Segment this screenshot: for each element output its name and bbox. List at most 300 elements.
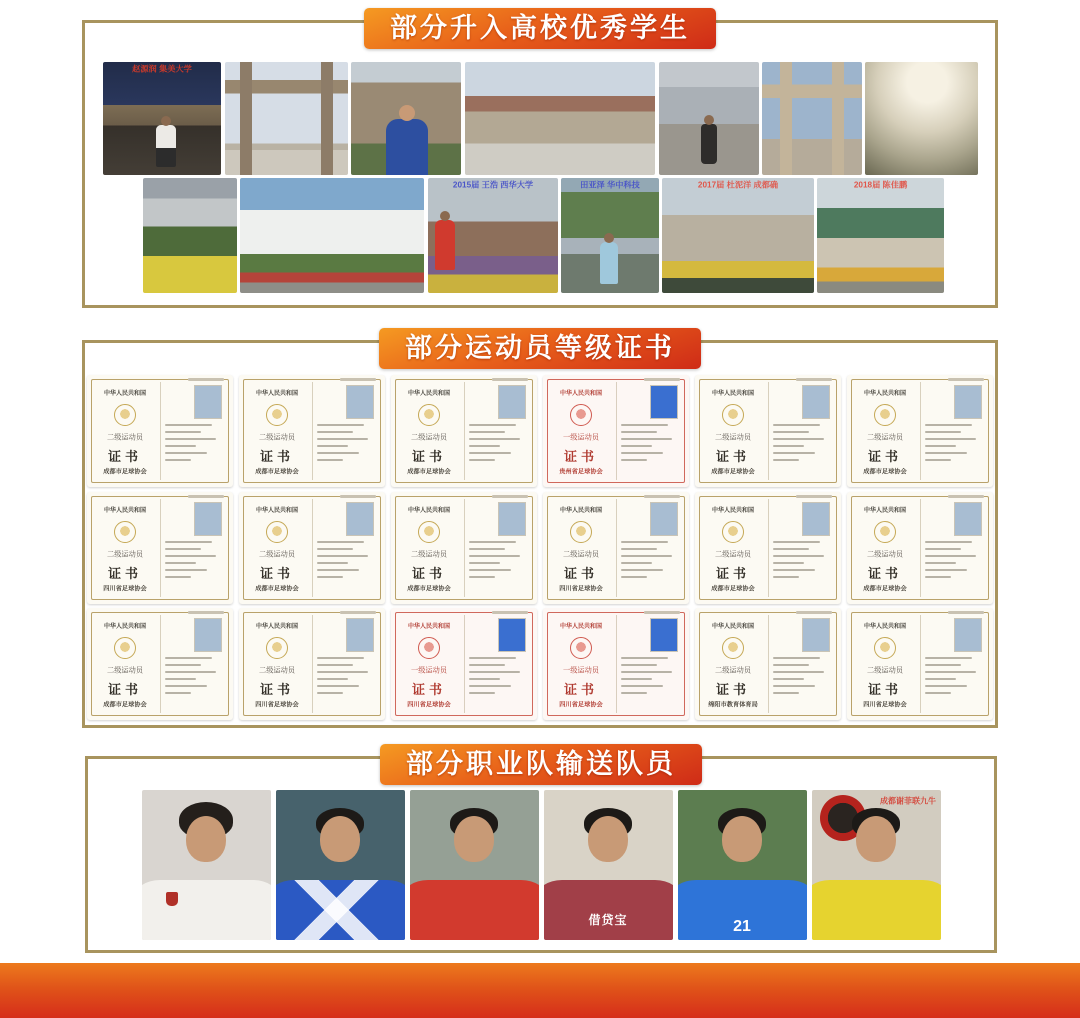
certificate-right-page bbox=[611, 383, 681, 481]
certificate-country: 中华人民共和国 bbox=[864, 623, 906, 630]
certificate-left-page bbox=[551, 500, 611, 598]
certificate-word: 证书 bbox=[867, 566, 902, 581]
certificate-serial bbox=[948, 611, 984, 614]
certificate-field-line bbox=[165, 541, 212, 543]
night-campus-gate-photo bbox=[103, 62, 221, 175]
university-photo-row-2 bbox=[85, 178, 995, 293]
certificate-level: 一级运动员 bbox=[563, 666, 599, 675]
huazhong-tech-player-photo bbox=[561, 178, 659, 293]
certificate-word: 证书 bbox=[107, 449, 142, 464]
athlete-grade-certificate bbox=[543, 608, 689, 720]
player-head bbox=[454, 816, 494, 862]
certificate-field-line bbox=[469, 555, 520, 557]
national-emblem-icon bbox=[114, 404, 136, 426]
certificate-field-line bbox=[165, 452, 207, 454]
certificate-right-page bbox=[763, 616, 833, 714]
campus-yellow-hedges-photo bbox=[143, 178, 237, 293]
certificate-field-line bbox=[773, 678, 804, 680]
athlete-grade-certificate bbox=[391, 492, 537, 604]
certificate-field-line bbox=[165, 424, 212, 426]
certificate-level: 二级运动员 bbox=[715, 433, 751, 442]
certificate-left-page bbox=[95, 500, 155, 598]
athlete-grade-certificate bbox=[87, 492, 233, 604]
person-figure bbox=[701, 124, 717, 164]
player-maroon-kit bbox=[544, 790, 673, 940]
certificate-left-page bbox=[95, 383, 155, 481]
player-jersey bbox=[276, 880, 405, 940]
certificate-field-line bbox=[165, 562, 196, 564]
certificate-field-line bbox=[925, 692, 951, 694]
player-head bbox=[856, 816, 896, 862]
athlete-grade-certificate bbox=[695, 375, 841, 487]
certificate-level: 二级运动员 bbox=[867, 550, 903, 559]
certificate-field-line bbox=[773, 459, 799, 461]
certificate-serial bbox=[188, 495, 224, 498]
certificate-level: 二级运动员 bbox=[867, 666, 903, 675]
id-photo bbox=[498, 502, 526, 536]
certificate-field-line bbox=[773, 685, 815, 687]
certificate-serial bbox=[340, 378, 376, 381]
certificate-serial bbox=[340, 495, 376, 498]
section-title-certificates: 部分运动员等级证书 bbox=[379, 328, 701, 369]
national-emblem-icon bbox=[570, 637, 592, 659]
certificate-field-line bbox=[773, 445, 804, 447]
certificate-serial bbox=[644, 611, 680, 614]
certificate-country: 中华人民共和国 bbox=[712, 507, 754, 514]
certificate-field-line bbox=[773, 576, 799, 578]
certificate-field-line bbox=[165, 445, 196, 447]
athlete-grade-certificate bbox=[847, 608, 993, 720]
white-colonial-building-photo bbox=[240, 178, 424, 293]
certificate-field-line bbox=[621, 569, 663, 571]
certificate-word: 证书 bbox=[563, 682, 598, 697]
id-photo bbox=[194, 385, 222, 419]
jersey-number: 21 bbox=[733, 918, 751, 935]
id-photo bbox=[802, 618, 830, 652]
certificate-field-line bbox=[317, 555, 368, 557]
certificate-country: 中华人民共和国 bbox=[864, 390, 906, 397]
certificate-country: 中华人民共和国 bbox=[256, 507, 298, 514]
certificate-field-line bbox=[621, 576, 647, 578]
bottom-accent-bar bbox=[0, 963, 1080, 1018]
national-emblem-icon bbox=[266, 521, 288, 543]
certificate-right-page bbox=[155, 383, 225, 481]
certificate-field-line bbox=[773, 664, 809, 666]
certificate-right-page bbox=[915, 500, 985, 598]
athlete-grade-certificate bbox=[695, 492, 841, 604]
certificate-issuer: 绵阳市教育体育局 bbox=[708, 701, 758, 709]
certificate-field-line bbox=[621, 548, 657, 550]
certificate-left-page bbox=[399, 500, 459, 598]
certificate-field-line bbox=[925, 671, 976, 673]
certificate-field-line bbox=[621, 445, 652, 447]
certificate-field-line bbox=[469, 452, 511, 454]
certificate-field-line bbox=[925, 685, 967, 687]
certificate-right-page bbox=[611, 500, 681, 598]
certificate-right-page bbox=[155, 616, 225, 714]
certificate-field-line bbox=[925, 548, 961, 550]
id-photo bbox=[650, 618, 678, 652]
player-jersey bbox=[678, 880, 807, 940]
id-photo bbox=[194, 502, 222, 536]
certificate-issuer: 成都市足球协会 bbox=[711, 468, 755, 476]
national-emblem-icon bbox=[114, 521, 136, 543]
certificate-field-line bbox=[469, 569, 511, 571]
id-photo bbox=[346, 502, 374, 536]
certificate-left-page bbox=[247, 500, 307, 598]
certificate-field-line bbox=[469, 576, 495, 578]
athlete-grade-certificate bbox=[543, 492, 689, 604]
certificate-serial bbox=[492, 378, 528, 381]
certificate-left-page bbox=[703, 500, 763, 598]
certificate-issuer: 四川省足球协会 bbox=[407, 701, 451, 709]
certificate-field-line bbox=[925, 576, 951, 578]
certificate-row-3 bbox=[85, 608, 995, 720]
person-figure bbox=[386, 119, 428, 175]
certificate-issuer: 四川省足球协会 bbox=[559, 701, 603, 709]
photo-caption: 赵源润 集美大学 bbox=[132, 65, 192, 75]
certificate-issuer: 成都市足球协会 bbox=[407, 468, 451, 476]
sichuan-agricultural-university-photo bbox=[662, 178, 814, 293]
certificate-field-line bbox=[925, 541, 972, 543]
certificate-field-line bbox=[317, 459, 343, 461]
photo-caption: 2017届 杜泥洋 成都确 bbox=[697, 181, 779, 191]
university-photo-row-1 bbox=[85, 62, 995, 175]
photo-caption: 2018届 陈佳鹏 bbox=[853, 181, 908, 191]
xihua-university-player-photo bbox=[428, 178, 558, 293]
id-photo bbox=[954, 385, 982, 419]
person-figure bbox=[600, 242, 618, 284]
id-photo bbox=[954, 618, 982, 652]
certificate-word: 证书 bbox=[715, 682, 750, 697]
certificate-field-line bbox=[621, 692, 647, 694]
national-emblem-icon bbox=[418, 521, 440, 543]
certificate-field-line bbox=[469, 548, 505, 550]
certificate-issuer: 成都市足球协会 bbox=[863, 585, 907, 593]
certificate-left-page bbox=[95, 616, 155, 714]
certificate-field-line bbox=[165, 692, 191, 694]
person-figure bbox=[156, 125, 176, 167]
certificate-right-page bbox=[915, 616, 985, 714]
player-blue-kit-hush bbox=[276, 790, 405, 940]
player-jersey bbox=[812, 880, 941, 940]
national-emblem-icon bbox=[722, 521, 744, 543]
certificate-right-page bbox=[763, 500, 833, 598]
national-emblem-icon bbox=[874, 521, 896, 543]
certificate-issuer: 成都市足球协会 bbox=[711, 585, 755, 593]
certificate-country: 中华人民共和国 bbox=[560, 623, 602, 630]
certificate-issuer: 成都市足球协会 bbox=[103, 701, 147, 709]
athlete-grade-certificate bbox=[239, 608, 385, 720]
certificate-level: 一级运动员 bbox=[563, 433, 599, 442]
section-pro-teams bbox=[85, 749, 997, 953]
certificate-field-line bbox=[925, 452, 967, 454]
certificate-field-line bbox=[317, 685, 359, 687]
certificate-field-line bbox=[469, 445, 500, 447]
certificate-right-page bbox=[763, 383, 833, 481]
section-title-universities: 部分升入高校优秀学生 bbox=[364, 8, 716, 49]
certificate-field-line bbox=[621, 664, 657, 666]
certificate-field-line bbox=[773, 555, 824, 557]
certificate-field-line bbox=[621, 541, 668, 543]
certificate-field-line bbox=[621, 657, 668, 659]
certificate-field-line bbox=[621, 459, 647, 461]
photo-caption: 2015届 王浩 西华大学 bbox=[452, 181, 534, 191]
certificate-field-line bbox=[925, 459, 951, 461]
certificate-word: 证书 bbox=[867, 682, 902, 697]
certificate-word: 证书 bbox=[563, 449, 598, 464]
certificate-field-line bbox=[773, 548, 809, 550]
athlete-grade-certificate bbox=[847, 375, 993, 487]
certificate-field-line bbox=[317, 548, 353, 550]
certificate-word: 证书 bbox=[715, 449, 750, 464]
certificate-issuer: 贵州省足球协会 bbox=[559, 468, 603, 476]
certificate-field-line bbox=[165, 671, 216, 673]
certificate-left-page bbox=[247, 616, 307, 714]
certificate-field-line bbox=[165, 678, 196, 680]
certificate-field-line bbox=[165, 576, 191, 578]
certificate-word: 证书 bbox=[715, 566, 750, 581]
player-head bbox=[722, 816, 762, 862]
certificate-field-line bbox=[317, 541, 364, 543]
national-emblem-icon bbox=[418, 404, 440, 426]
certificate-country: 中华人民共和国 bbox=[408, 623, 450, 630]
certificate-right-page bbox=[307, 383, 377, 481]
student-campus-plaza-photo bbox=[659, 62, 759, 175]
certificate-field-line bbox=[621, 685, 663, 687]
id-photo bbox=[802, 385, 830, 419]
certificate-left-page bbox=[855, 500, 915, 598]
certificate-country: 中华人民共和国 bbox=[104, 623, 146, 630]
certificate-country: 中华人民共和国 bbox=[104, 390, 146, 397]
athlete-grade-certificate bbox=[695, 608, 841, 720]
certificate-field-line bbox=[469, 657, 516, 659]
player-yellow-kit bbox=[812, 790, 941, 940]
certificate-serial bbox=[796, 495, 832, 498]
certificate-field-line bbox=[925, 438, 976, 440]
certificate-field-line bbox=[165, 431, 201, 433]
certificate-field-line bbox=[317, 657, 364, 659]
certificate-country: 中华人民共和国 bbox=[560, 507, 602, 514]
chengdu-sport-institute-gate-photo bbox=[465, 62, 655, 175]
certificate-field-line bbox=[165, 459, 191, 461]
id-photo bbox=[954, 502, 982, 536]
certificate-country: 中华人民共和国 bbox=[408, 390, 450, 397]
certificate-field-line bbox=[621, 424, 668, 426]
certificate-issuer: 四川省足球协会 bbox=[103, 585, 147, 593]
certificate-field-line bbox=[317, 431, 353, 433]
national-emblem-icon bbox=[874, 637, 896, 659]
certificate-left-page bbox=[399, 383, 459, 481]
certificate-field-line bbox=[317, 562, 348, 564]
certificate-field-line bbox=[925, 678, 956, 680]
certificate-field-line bbox=[621, 678, 652, 680]
certificate-field-line bbox=[925, 445, 956, 447]
athlete-grade-certificate bbox=[239, 492, 385, 604]
certificate-serial bbox=[796, 611, 832, 614]
certificate-field-line bbox=[469, 459, 495, 461]
jersey-sponsor-text: 借贷宝 bbox=[588, 913, 628, 927]
southwest-normal-university-arch-photo bbox=[762, 62, 862, 175]
certificate-field-line bbox=[773, 671, 824, 673]
certificate-level: 一级运动员 bbox=[411, 666, 447, 675]
certificate-level: 二级运动员 bbox=[715, 550, 751, 559]
certificate-field-line bbox=[773, 692, 799, 694]
student-stone-monument-photo bbox=[351, 62, 461, 175]
id-photo bbox=[346, 385, 374, 419]
athlete-grade-certificate bbox=[543, 375, 689, 487]
certificate-right-page bbox=[459, 616, 529, 714]
certificate-field-line bbox=[621, 452, 663, 454]
athlete-grade-certificate bbox=[391, 375, 537, 487]
certificate-field-line bbox=[621, 671, 672, 673]
certificate-serial bbox=[340, 611, 376, 614]
certificate-level: 二级运动员 bbox=[107, 550, 143, 559]
id-photo bbox=[498, 618, 526, 652]
certificate-field-line bbox=[165, 438, 216, 440]
certificate-field-line bbox=[773, 541, 820, 543]
certificate-field-line bbox=[469, 562, 500, 564]
certificate-level: 二级运动员 bbox=[411, 433, 447, 442]
certificate-field-line bbox=[317, 664, 353, 666]
certificate-serial bbox=[188, 378, 224, 381]
certificate-serial bbox=[948, 495, 984, 498]
certificate-field-line bbox=[469, 438, 520, 440]
certificate-field-line bbox=[925, 431, 961, 433]
national-emblem-icon bbox=[722, 637, 744, 659]
certificate-field-line bbox=[317, 569, 359, 571]
certificate-level: 二级运动员 bbox=[259, 666, 295, 675]
certificate-field-line bbox=[317, 438, 368, 440]
player-jersey bbox=[142, 880, 271, 940]
certificate-serial bbox=[188, 611, 224, 614]
certificate-left-page bbox=[551, 616, 611, 714]
certificate-serial bbox=[492, 611, 528, 614]
certificate-issuer: 成都市足球协会 bbox=[407, 585, 451, 593]
certificate-word: 证书 bbox=[411, 566, 446, 581]
certificate-right-page bbox=[459, 500, 529, 598]
certificate-field-line bbox=[925, 424, 972, 426]
national-emblem-icon bbox=[266, 404, 288, 426]
certificate-word: 证书 bbox=[563, 566, 598, 581]
player-caption: 成都谢菲联九牛 bbox=[879, 797, 936, 806]
certificate-serial bbox=[492, 495, 528, 498]
player-jersey bbox=[544, 880, 673, 940]
certificate-field-line bbox=[773, 657, 820, 659]
certificate-field-line bbox=[317, 576, 343, 578]
certificate-country: 中华人民共和国 bbox=[256, 623, 298, 630]
player-head bbox=[588, 816, 628, 862]
certificate-field-line bbox=[925, 657, 972, 659]
certificate-field-line bbox=[469, 541, 516, 543]
id-photo bbox=[650, 502, 678, 536]
section-title-pro-teams: 部分职业队输送队员 bbox=[380, 744, 702, 785]
fujian-normal-university-photo bbox=[817, 178, 944, 293]
id-photo bbox=[802, 502, 830, 536]
certificate-field-line bbox=[469, 692, 495, 694]
certificate-level: 二级运动员 bbox=[563, 550, 599, 559]
certificate-field-line bbox=[165, 685, 207, 687]
sunny-campus-hedge-photo bbox=[865, 62, 978, 175]
certificate-issuer: 成都市足球协会 bbox=[863, 468, 907, 476]
certificate-word: 证书 bbox=[259, 566, 294, 581]
certificate-field-line bbox=[773, 569, 815, 571]
player-head bbox=[186, 816, 226, 862]
id-photo bbox=[194, 618, 222, 652]
certificate-word: 证书 bbox=[107, 566, 142, 581]
certificate-right-page bbox=[915, 383, 985, 481]
certificate-field-line bbox=[773, 438, 824, 440]
id-photo bbox=[498, 385, 526, 419]
certificate-country: 中华人民共和国 bbox=[712, 623, 754, 630]
player-jersey bbox=[410, 880, 539, 940]
athlete-grade-certificate bbox=[87, 375, 233, 487]
certificate-right-page bbox=[459, 383, 529, 481]
athlete-grade-certificate bbox=[847, 492, 993, 604]
certificate-field-line bbox=[925, 562, 956, 564]
certificate-field-line bbox=[469, 671, 520, 673]
certificate-left-page bbox=[855, 383, 915, 481]
national-emblem-icon bbox=[570, 521, 592, 543]
player-white-kit bbox=[142, 790, 271, 940]
certificate-field-line bbox=[317, 452, 359, 454]
certificate-level: 二级运动员 bbox=[259, 550, 295, 559]
id-photo bbox=[650, 385, 678, 419]
athlete-grade-certificate bbox=[391, 608, 537, 720]
certificate-field-line bbox=[621, 562, 652, 564]
certificate-field-line bbox=[773, 452, 815, 454]
certificate-word: 证书 bbox=[411, 449, 446, 464]
athlete-grade-certificate bbox=[239, 375, 385, 487]
certificate-issuer: 成都市足球协会 bbox=[255, 585, 299, 593]
certificate-right-page bbox=[307, 500, 377, 598]
player-head bbox=[320, 816, 360, 862]
certificate-level: 二级运动员 bbox=[411, 550, 447, 559]
photo-caption: 田亚泽 华中科技 bbox=[580, 181, 640, 191]
certificate-country: 中华人民共和国 bbox=[560, 390, 602, 397]
certificate-field-line bbox=[621, 431, 657, 433]
certificate-issuer: 成都市足球协会 bbox=[255, 468, 299, 476]
certificate-country: 中华人民共和国 bbox=[408, 507, 450, 514]
certificate-left-page bbox=[703, 383, 763, 481]
certificate-field-line bbox=[925, 664, 961, 666]
section-universities bbox=[82, 13, 998, 308]
national-emblem-icon bbox=[570, 404, 592, 426]
certificate-level: 二级运动员 bbox=[107, 666, 143, 675]
certificate-word: 证书 bbox=[107, 682, 142, 697]
certificate-left-page bbox=[703, 616, 763, 714]
certificate-field-line bbox=[165, 555, 216, 557]
player-photo-row bbox=[88, 790, 994, 940]
certificate-country: 中华人民共和国 bbox=[712, 390, 754, 397]
certificate-field-line bbox=[165, 657, 212, 659]
certificate-word: 证书 bbox=[867, 449, 902, 464]
certificate-field-line bbox=[773, 424, 820, 426]
certificate-right-page bbox=[611, 616, 681, 714]
certificate-level: 二级运动员 bbox=[715, 666, 751, 675]
certificate-field-line bbox=[165, 569, 207, 571]
certificate-field-line bbox=[469, 424, 516, 426]
certificate-issuer: 四川省足球协会 bbox=[255, 701, 299, 709]
certificate-serial bbox=[644, 495, 680, 498]
certificate-country: 中华人民共和国 bbox=[256, 390, 298, 397]
certificate-level: 二级运动员 bbox=[107, 433, 143, 442]
certificate-level: 二级运动员 bbox=[867, 433, 903, 442]
certificate-field-line bbox=[317, 424, 364, 426]
certificate-country: 中华人民共和国 bbox=[864, 507, 906, 514]
certificate-left-page bbox=[399, 616, 459, 714]
national-emblem-icon bbox=[114, 637, 136, 659]
